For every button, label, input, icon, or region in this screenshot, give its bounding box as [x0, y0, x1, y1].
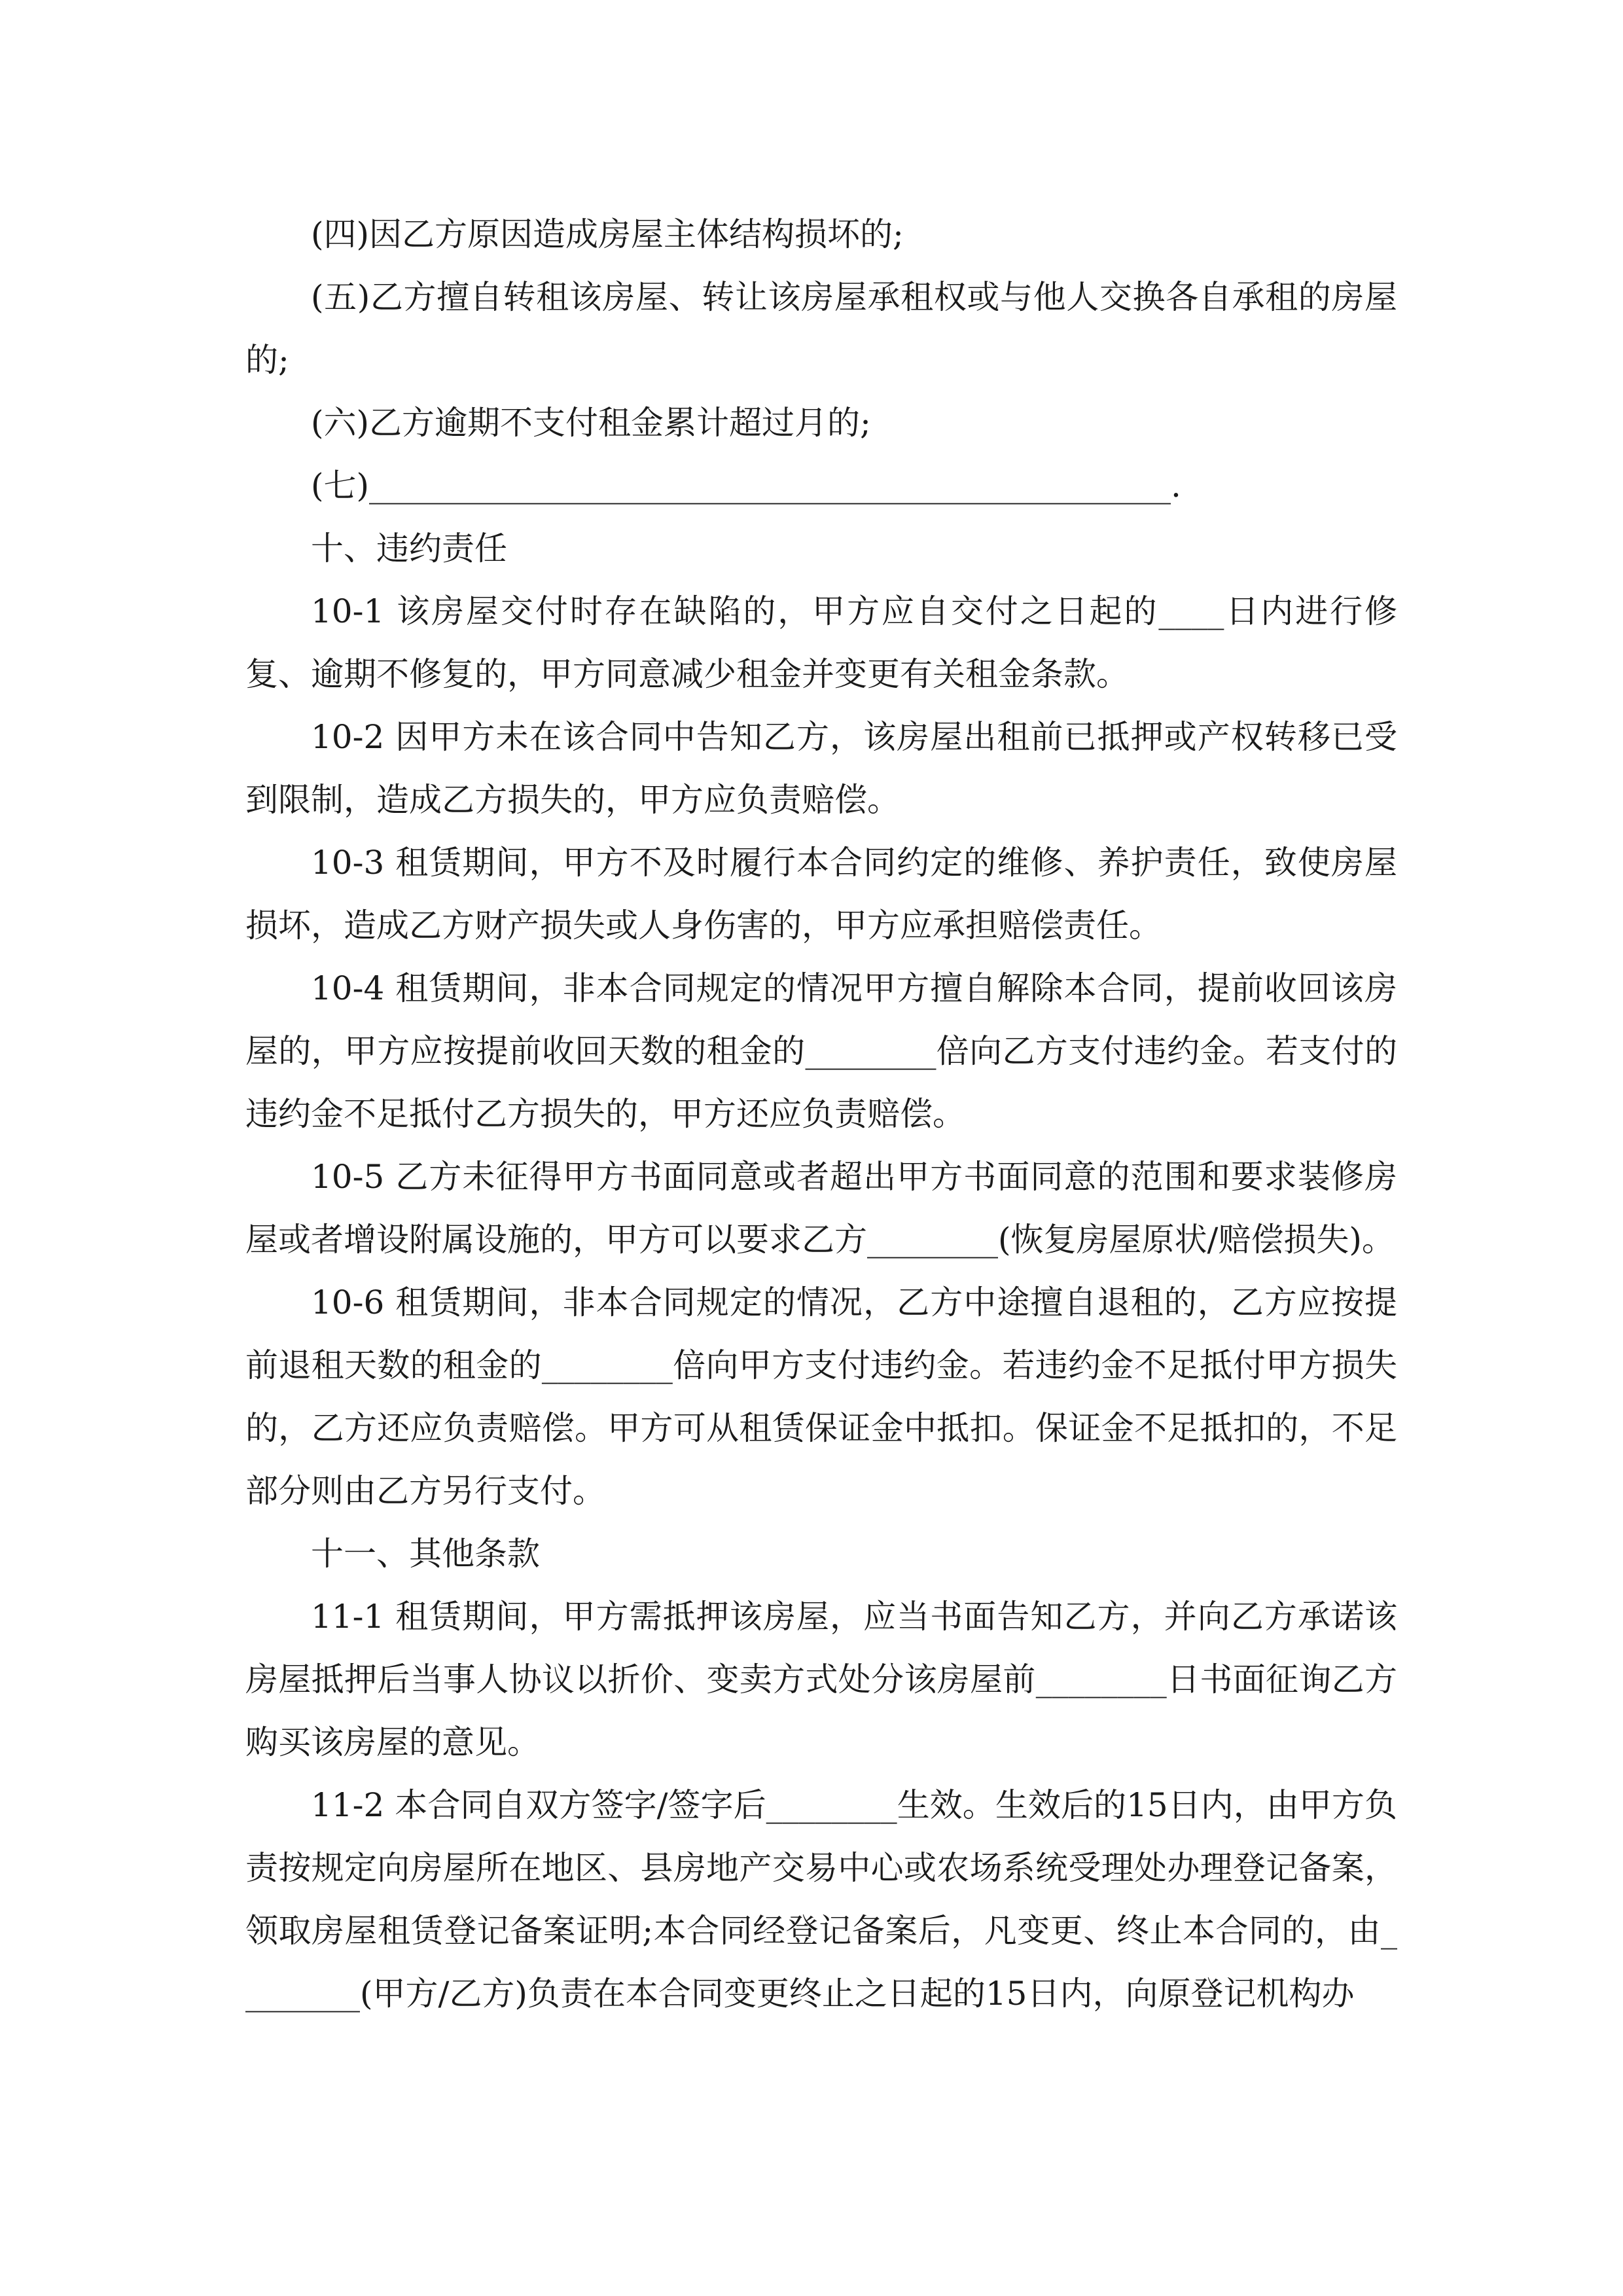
- clause-10-6: 10-6 租赁期间，非本合同规定的情况，乙方中途擅自退租的，乙方应按提前退租天数的租金的________倍向甲方支付违约金。若违约金不足抵付甲方损失的，乙方还应负责赔偿。甲方可从租赁保证金中抵扣。保证金不足抵扣的，不足部分则由乙方另行支付。: [245, 1283, 1397, 1510]
- clause-10-3: 10-3 租赁期间，甲方不及时履行本合同约定的维修、养护责任，致使房屋损坏，造成乙方财产损失或人身伤害的，甲方应承担赔偿责任。: [245, 844, 1397, 944]
- clause-4: (四)因乙方原因造成房屋主体结构损坏的;: [311, 215, 904, 253]
- clause-5: (五)乙方擅自转租该房屋、转让该房屋承租权或与他人交换各自承租的房屋的;: [245, 278, 1397, 379]
- clause-10-5: 10-5 乙方未征得甲方书面同意或者超出甲方书面同意的范围和要求装修房屋或者增设附属设施的，甲方可以要求乙方________(恢复房屋原状/赔偿损失)。: [245, 1158, 1397, 1259]
- clause-7: (七)_________________________________________________.: [311, 467, 1181, 505]
- clause-6: (六)乙方逾期不支付租金累计超过月的;: [311, 404, 871, 442]
- document-body: [245, 203, 1397, 2025]
- clause-10-2: 10-2 因甲方未在该合同中告知乙方，该房屋出租前已抵押或产权转移已受到限制，造成乙方损失的，甲方应负责赔偿。: [245, 718, 1397, 819]
- section-heading-liability: 十、违约责任: [311, 529, 507, 567]
- clause-11-2: 11-2 本合同自双方签字/签字后________生效。生效后的15日内，由甲方负责按规定向房屋所在地区、县房地产交易中心或农场系统受理处办理登记备案，领取房屋租赁登记备案证明;本合同经登记备案后，凡变更、终止本合同的，由________(甲方/乙方)负责在本合同变更终止之日起的15日内，向原登记机构办: [245, 1786, 1397, 2013]
- clause-10-1: 10-1 该房屋交付时存在缺陷的，甲方应自交付之日起的____日内进行修复、逾期不修复的，甲方同意减少租金并变更有关租金条款。: [245, 592, 1397, 693]
- clause-10-4: 10-4 租赁期间，非本合同规定的情况甲方擅自解除本合同，提前收回该房屋的，甲方应按提前收回天数的租金的________倍向乙方支付违约金。若支付的违约金不足抵付乙方损失的，甲方还应负责赔偿。: [245, 969, 1397, 1133]
- clause-11-1: 11-1 租赁期间，甲方需抵押该房屋，应当书面告知乙方，并向乙方承诺该房屋抵押后当事人协议以折价、变卖方式处分该房屋前________日书面征询乙方购买该房屋的意见。: [245, 1598, 1397, 1761]
- section-heading-other: 十一、其他条款: [311, 1535, 540, 1573]
